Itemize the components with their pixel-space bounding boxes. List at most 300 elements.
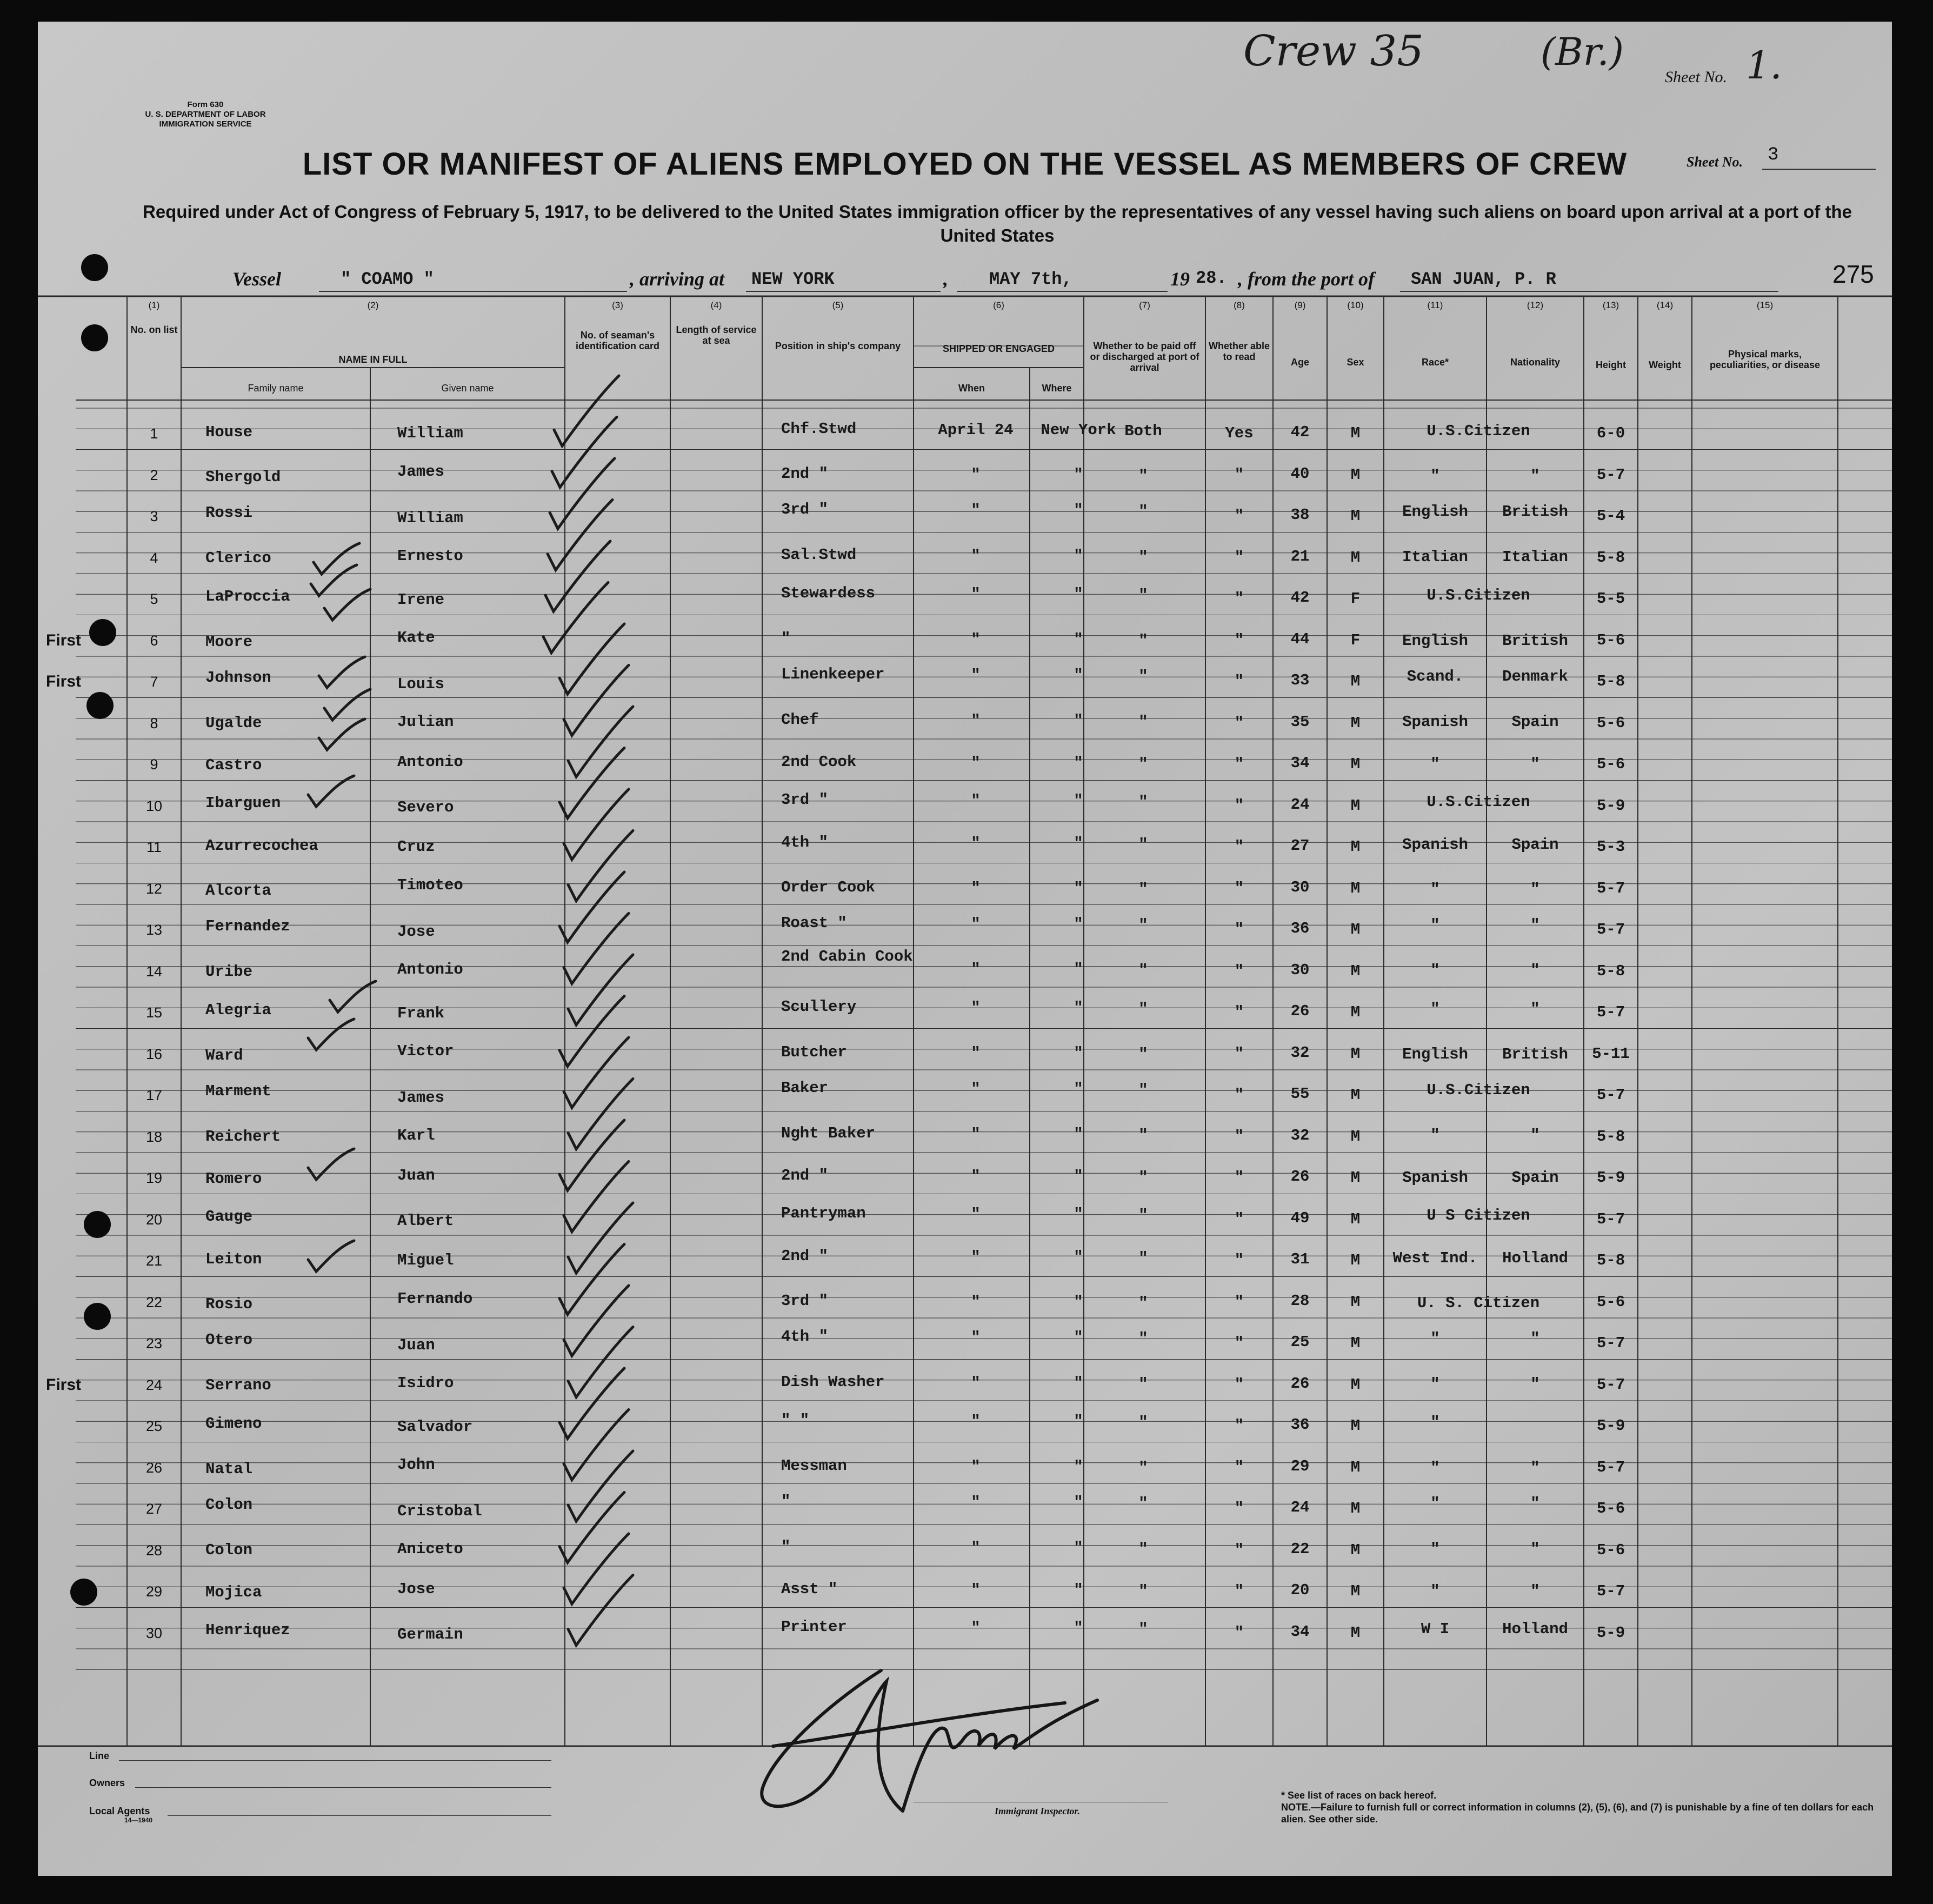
header-able-read: Whether able to read [1208, 341, 1270, 362]
sex: M [1350, 838, 1361, 856]
local-agents-label: Local Agents [89, 1806, 150, 1816]
height: 5-7 [1596, 1375, 1625, 1394]
sex: M [1350, 1417, 1361, 1435]
shipped-where: " [1074, 835, 1083, 853]
row-number: 25 [145, 1418, 163, 1434]
row-number: 23 [145, 1335, 163, 1352]
service-name: IMMIGRATION SERVICE [159, 119, 252, 129]
sex: M [1350, 921, 1361, 938]
race: " [1430, 1540, 1440, 1558]
family-name: Natal [205, 1460, 253, 1478]
shipped-where: " [1074, 999, 1083, 1017]
shipped-when: " [971, 547, 981, 565]
given-name: Irene [397, 591, 445, 609]
height: 5-5 [1596, 590, 1625, 608]
sex: M [1350, 1044, 1361, 1063]
given-name: Louis [397, 675, 445, 693]
name-checkmark [314, 543, 359, 574]
age: 42 [1290, 423, 1310, 441]
name-checkmark [324, 589, 370, 620]
height: 5-7 [1596, 465, 1625, 484]
ship-position: Printer [781, 1617, 847, 1636]
row-number: 15 [145, 1004, 163, 1021]
agents-code: 14—1940 [124, 1816, 153, 1824]
nationality: " [1530, 961, 1540, 980]
nationality: " [1530, 1540, 1540, 1558]
nationality: " [1530, 1375, 1540, 1393]
height: 5-7 [1596, 1086, 1625, 1104]
shipped-when: April 24 [938, 421, 1014, 439]
age: 34 [1290, 1622, 1310, 1641]
nationality: Italian [1502, 548, 1568, 566]
height: 5-11 [1592, 1044, 1630, 1063]
given-name: John [397, 1455, 435, 1474]
row-number: 4 [150, 549, 158, 566]
sex: M [1350, 424, 1361, 442]
given-name: Antonio [397, 753, 463, 771]
arrival-date: MAY 7th, [989, 269, 1072, 289]
crew-count-annotation: Crew 35 [1243, 27, 1424, 76]
sex: M [1350, 1086, 1361, 1104]
id-card-checkmark [559, 872, 624, 942]
shipped-when: " [971, 791, 981, 810]
row-number: 28 [145, 1542, 163, 1559]
sex: M [1350, 1003, 1361, 1021]
age: 30 [1290, 961, 1310, 979]
family-name: Mojica [205, 1583, 262, 1601]
given-name: Jose [397, 923, 435, 941]
family-name: Gimeno [205, 1415, 262, 1433]
header-race: Race* [1421, 357, 1449, 368]
family-name: Moore [205, 633, 253, 651]
family-name: Leiton [205, 1250, 262, 1268]
age: 26 [1290, 1168, 1310, 1186]
header-name-in-full: NAME IN FULL [338, 354, 408, 365]
height: 5-6 [1596, 631, 1625, 649]
ship-position: Pantryman [781, 1204, 866, 1222]
shipped-where: " [1074, 1044, 1083, 1062]
age: 29 [1290, 1457, 1310, 1475]
sex: M [1350, 1169, 1361, 1187]
given-name: Albert [397, 1211, 454, 1230]
nationality: " [1530, 880, 1540, 898]
column-number-15: (15) [1756, 300, 1774, 310]
paid-off: " [1138, 793, 1148, 811]
shipped-where: " [1074, 1619, 1083, 1637]
sex: M [1350, 1293, 1361, 1311]
footnote-races: * See list of races on back hereof. [1281, 1790, 1437, 1801]
shipped-when: " [971, 960, 981, 978]
paid-off: " [1138, 1620, 1148, 1638]
header-paid-off: Whether to be paid off or discharged at port of arrival [1090, 341, 1199, 373]
header-id-card: No. of seaman's identification card [575, 330, 660, 351]
owners-underline [135, 1787, 551, 1788]
able-to-read: " [1234, 1375, 1244, 1394]
age: 24 [1290, 1499, 1310, 1516]
ship-position: 4th " [781, 834, 829, 851]
shipped-where: " [1074, 1248, 1083, 1266]
row-number: 17 [145, 1087, 163, 1103]
id-card-checkmark [543, 583, 608, 653]
age: 35 [1290, 713, 1310, 731]
able-to-read: " [1234, 1169, 1244, 1187]
comma-separator: , [943, 268, 948, 290]
height: 5-7 [1596, 1334, 1625, 1352]
arrival-year: 28. [1196, 268, 1227, 288]
row-number: 20 [145, 1211, 163, 1228]
paid-off: " [1138, 1540, 1148, 1558]
sex: M [1350, 755, 1361, 773]
family-name: Marment [205, 1082, 271, 1100]
shipped-where: " [1074, 960, 1083, 978]
height: 5-6 [1596, 1500, 1625, 1517]
able-to-read: " [1234, 796, 1244, 815]
shipped-where: " [1074, 1457, 1083, 1476]
family-name: Ugalde [205, 714, 262, 732]
able-to-read: " [1234, 1127, 1244, 1146]
top-sheet-label: Sheet No. [1665, 68, 1727, 86]
shipped-where: " [1074, 1125, 1083, 1143]
vessel-name: " COAMO " [341, 269, 434, 289]
ship-position: 2nd " [781, 1247, 829, 1265]
able-to-read: " [1234, 1582, 1244, 1600]
given-name: Juan [397, 1336, 435, 1354]
nationality: Spain [1511, 713, 1559, 731]
column-number-13: (13) [1602, 300, 1619, 310]
race: " [1430, 1330, 1440, 1348]
race: West Ind. [1392, 1249, 1478, 1267]
id-card-checkmark [568, 955, 633, 1025]
ship-position: 2nd Cook [781, 753, 857, 771]
ship-position: Sal.Stwd [781, 545, 857, 564]
family-name: Rossi [205, 504, 253, 522]
family-name: Reichert [205, 1127, 281, 1146]
race: Italian [1402, 548, 1468, 566]
sex: M [1350, 1127, 1361, 1146]
race: " [1430, 961, 1440, 980]
race: U. S. Citizen [1417, 1294, 1540, 1312]
header-nationality: Nationality [1510, 357, 1560, 368]
paid-off: " [1138, 1375, 1148, 1393]
family-name: Clerico [205, 549, 271, 567]
height: 5-3 [1596, 838, 1625, 856]
sex: M [1350, 1210, 1361, 1228]
paid-off: " [1138, 668, 1148, 685]
header-position: Position in ship's company [775, 341, 901, 351]
shipped-where: " [1074, 915, 1083, 933]
row-number: 19 [145, 1170, 163, 1186]
age: 30 [1290, 878, 1310, 896]
ship-position: " [781, 1493, 791, 1510]
line-label: Line [89, 1750, 110, 1761]
height: 5-9 [1596, 1623, 1625, 1642]
arriving-label: , arriving at [630, 268, 725, 290]
header-age: Age [1290, 357, 1309, 368]
page-subtitle: Required under Act of Congress of February 5, 1917, to be delivered to the United States immigration officer by the representatives of any vessel having such aliens on board upon arrival at a port of the United States [142, 202, 1852, 245]
height: 5-7 [1596, 1003, 1625, 1021]
family-name: Colon [205, 1496, 253, 1514]
family-name: Rosio [205, 1295, 253, 1313]
paid-off: " [1138, 961, 1148, 980]
name-checkmark [330, 981, 376, 1012]
id-card-checkmark [568, 1575, 633, 1646]
id-card-checkmark [559, 1244, 624, 1315]
id-card-checkmark [559, 1368, 624, 1439]
id-card-checkmark [564, 914, 629, 984]
ship-position: Order Cook [781, 878, 876, 896]
given-name: Ernesto [397, 547, 463, 565]
ship-position: 3rd " [781, 1291, 829, 1310]
given-name: Antonio [397, 960, 463, 978]
height: 5-8 [1596, 673, 1625, 690]
age: 36 [1290, 1416, 1310, 1434]
family-name: Alegria [205, 1001, 271, 1019]
height: 5-8 [1596, 1127, 1625, 1146]
age: 32 [1290, 1043, 1310, 1062]
form-number: Form 630 [187, 100, 224, 109]
row-number: 21 [145, 1253, 163, 1269]
height: 5-7 [1596, 1582, 1625, 1600]
age: 25 [1290, 1333, 1310, 1351]
shipped-when: " [971, 502, 981, 520]
family-name: Henriquez [205, 1621, 290, 1639]
paid-off: " [1138, 916, 1148, 934]
height: 5-6 [1596, 714, 1625, 732]
shipped-when: " [971, 1168, 981, 1186]
able-to-read: " [1234, 1623, 1244, 1642]
able-to-read: " [1234, 1541, 1244, 1559]
able-to-read: Yes [1225, 424, 1254, 442]
given-name: Aniceto [397, 1540, 463, 1558]
page-title: LIST OR MANIFEST OF ALIENS EMPLOYED ON THE VESSEL AS MEMBERS OF CREW [302, 147, 1628, 182]
ship-position: 2nd " [781, 464, 829, 483]
able-to-read: " [1234, 1044, 1244, 1063]
shipped-when: " [971, 630, 981, 649]
race: Spanish [1402, 713, 1468, 731]
given-name: Salvador [397, 1418, 473, 1436]
age: 33 [1290, 671, 1310, 689]
nationality: Holland [1502, 1620, 1568, 1638]
row-number: 10 [145, 797, 163, 814]
paid-off: " [1138, 1582, 1148, 1600]
paid-off: " [1138, 1206, 1148, 1224]
row-number: 8 [150, 715, 158, 731]
family-name: Otero [205, 1331, 253, 1349]
sex: F [1350, 631, 1361, 649]
race: English [1402, 631, 1468, 650]
paid-off: " [1138, 548, 1148, 566]
race: " [1430, 1126, 1440, 1144]
shipped-when: " [971, 835, 981, 853]
able-to-read: " [1234, 1003, 1244, 1021]
able-to-read: " [1234, 465, 1244, 484]
height: 5-6 [1596, 1293, 1625, 1311]
header-when: When [958, 383, 985, 394]
ship-position: Chef [781, 710, 819, 729]
ship-position: Linenkeeper [781, 665, 885, 683]
family-name: Ward [205, 1046, 243, 1064]
family-name: Romero [205, 1170, 262, 1188]
paid-off: " [1138, 467, 1148, 485]
ship-position: Roast " [781, 914, 847, 932]
row-number: 29 [145, 1583, 163, 1600]
age: 44 [1290, 630, 1310, 648]
nationality: British [1502, 631, 1568, 650]
name-checkmark [308, 1149, 354, 1180]
height: 5-8 [1596, 1251, 1625, 1269]
column-number-12: (12) [1527, 300, 1544, 310]
ship-position: 3rd " [781, 501, 829, 518]
age: 49 [1290, 1209, 1310, 1227]
shipped-when: " [971, 999, 981, 1017]
row-number: 13 [145, 922, 163, 938]
row-number: 30 [145, 1625, 163, 1641]
sheet-number: 3 [1768, 145, 1779, 165]
header-length-service: Length of service at sea [676, 324, 757, 346]
shipped-when: " [971, 1044, 981, 1062]
ink-checkmarks [38, 22, 1892, 1876]
height: 5-7 [1596, 921, 1625, 938]
shipped-when: " [971, 879, 981, 897]
race: Spanish [1402, 836, 1468, 854]
height: 5-9 [1596, 796, 1625, 815]
ship-position: Chf.Stwd [781, 420, 857, 438]
shipped-where: " [1074, 754, 1083, 772]
paid-off: " [1138, 1294, 1148, 1312]
name-checkmark [319, 719, 365, 750]
id-card-checkmark [564, 1286, 629, 1356]
given-name: Karl [397, 1126, 435, 1144]
id-card-checkmark [568, 707, 633, 777]
height: 5-7 [1596, 1458, 1625, 1476]
row-number: 16 [145, 1046, 163, 1062]
nationality: " [1530, 1582, 1540, 1600]
race: " [1430, 880, 1440, 898]
shipped-when: " [971, 667, 981, 684]
row-number: 27 [145, 1501, 163, 1517]
shipped-where: " [1074, 547, 1083, 565]
stamped-page-number: 275 [1832, 260, 1874, 288]
column-number-4: (4) [710, 300, 722, 310]
sex: M [1350, 465, 1361, 484]
given-name: William [397, 424, 463, 442]
sheet-label: Sheet No. [1687, 154, 1743, 170]
paid-off: " [1138, 713, 1148, 731]
shipped-when: " [971, 465, 981, 484]
column-number-3: (3) [612, 300, 623, 310]
given-name: Severo [397, 798, 454, 816]
column-number-14: (14) [1656, 300, 1674, 310]
id-card-checkmark [559, 996, 624, 1067]
row-number: 5 [150, 591, 158, 607]
able-to-read: " [1234, 507, 1244, 525]
height: 5-9 [1596, 1169, 1625, 1187]
race: " [1430, 1000, 1440, 1018]
height: 6-0 [1596, 424, 1625, 442]
able-to-read: " [1234, 714, 1244, 732]
id-card-checkmark [545, 541, 610, 611]
sex: M [1350, 879, 1361, 897]
shipped-when: " [971, 1619, 981, 1637]
ship-position: " [781, 1537, 791, 1556]
inspector-signature [741, 1649, 1119, 1827]
paid-off: " [1138, 880, 1148, 898]
given-name: Germain [397, 1625, 463, 1643]
column-number-8: (8) [1234, 300, 1245, 310]
margin-note-first: First [46, 1375, 82, 1394]
shipped-where: " [1074, 585, 1083, 603]
able-to-read: " [1234, 921, 1244, 938]
sex: M [1350, 548, 1361, 567]
header-no-on-list: No. on list [130, 324, 178, 335]
name-checkmark [308, 1019, 354, 1050]
id-card-checkmark [559, 1120, 624, 1190]
age: 24 [1290, 795, 1310, 814]
able-to-read: " [1234, 879, 1244, 897]
sex: M [1350, 507, 1361, 525]
race: Spanish [1402, 1169, 1468, 1187]
race: U.S.Citizen [1427, 587, 1530, 604]
able-to-read: " [1234, 548, 1244, 567]
paid-off: " [1138, 587, 1148, 604]
race: " [1430, 1414, 1440, 1432]
race: English [1402, 503, 1468, 521]
inspector-label: Immigrant Inspector. [995, 1806, 1081, 1816]
vessel-label: Vessel [232, 268, 281, 290]
ship-position: Nght Baker [781, 1124, 876, 1142]
able-to-read: " [1234, 1210, 1244, 1228]
row-number: 9 [150, 756, 158, 773]
age: 31 [1290, 1250, 1310, 1268]
id-card-checkmark [564, 789, 629, 860]
ship-position: " [781, 629, 791, 648]
family-name: Azurrecochea [205, 837, 318, 855]
family-name: Colon [205, 1541, 253, 1559]
given-name: Cristobal [397, 1502, 482, 1520]
given-name: Cruz [397, 838, 435, 856]
agents-underline [168, 1815, 551, 1816]
row-number: 18 [145, 1128, 163, 1145]
column-number-11: (11) [1427, 300, 1443, 310]
age: 26 [1290, 1374, 1310, 1393]
sex: M [1350, 1251, 1361, 1269]
id-card-checkmark [564, 1410, 629, 1480]
id-card-checkmark [559, 1493, 624, 1563]
race: U.S.Citizen [1427, 793, 1530, 811]
shipped-where: New York [1041, 421, 1116, 439]
arrival-port: NEW YORK [751, 269, 835, 289]
family-name: House [205, 423, 253, 441]
ship-position: 2nd " [781, 1167, 829, 1184]
paid-off: " [1138, 1169, 1148, 1187]
shipped-where: " [1074, 1539, 1083, 1557]
height: 5-6 [1596, 1541, 1625, 1559]
shipped-where: " [1074, 1374, 1083, 1392]
height: 5-4 [1596, 507, 1625, 525]
sex: M [1350, 796, 1361, 815]
shipped-where: " [1074, 502, 1083, 520]
height: 5-7 [1596, 879, 1625, 897]
nationality: British [1502, 503, 1568, 521]
race: U.S.Citizen [1427, 1081, 1530, 1099]
row-number: 7 [150, 674, 158, 690]
age: 38 [1290, 506, 1310, 524]
header-where: Where [1042, 383, 1072, 394]
nationality: " [1530, 1459, 1540, 1477]
ship-position: 4th " [781, 1328, 829, 1346]
shipped-when: " [971, 1457, 981, 1476]
paid-off: " [1138, 503, 1148, 521]
